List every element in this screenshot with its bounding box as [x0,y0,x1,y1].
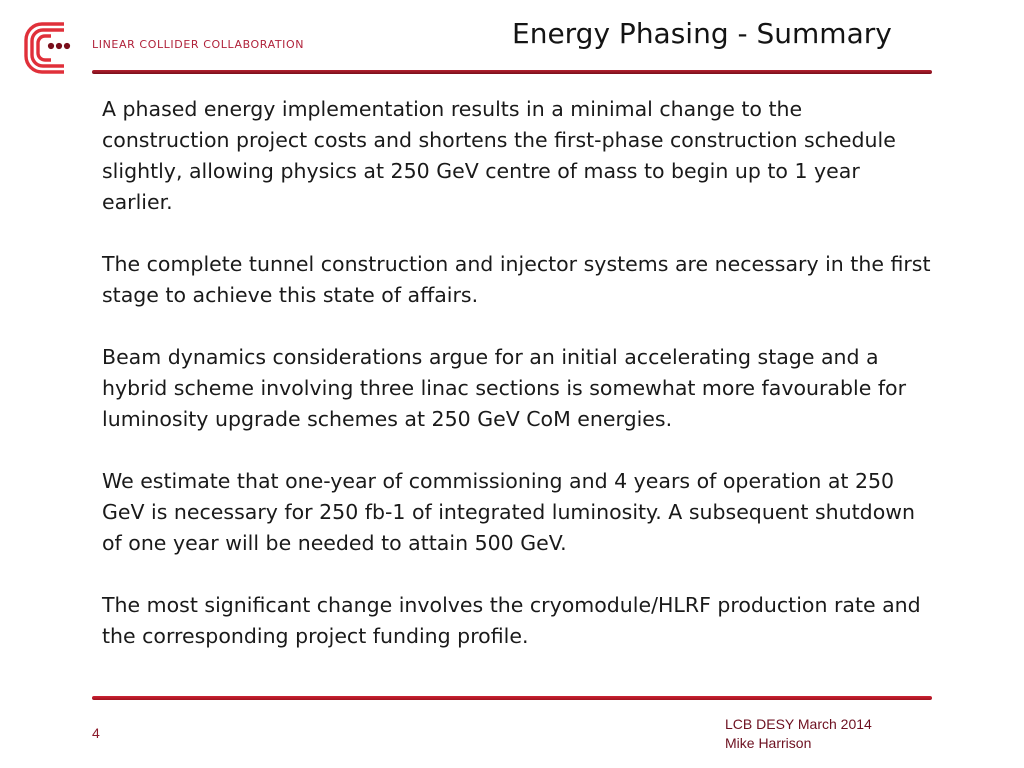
paragraph: Beam dynamics considerations argue for an initial accelerating stage and a hybrid scheme involving three linac sections is somewhat more favourable for luminosity upgrade schemes at 250 GeV CoM energies. [102,345,907,431]
page-number: 4 [92,725,100,741]
footer-divider [92,696,932,700]
header-divider [92,70,932,74]
slide-body [102,94,932,683]
footer-info [725,715,872,753]
lcc-logo-icon [20,18,80,78]
paragraph: The most significant change involves the cryomodule/HLRF production rate and the corresponding project funding profile. [102,593,921,648]
slide-title: Energy Phasing - Summary [512,17,892,50]
footer-author: Mike Harrison [725,735,812,751]
paragraph: The complete tunnel construction and injector systems are necessary in the first stage to achieve this state of affairs. [102,252,931,307]
paragraph: We estimate that one-year of commissioning and 4 years of operation at 250 GeV is necessary for 250 fb-1 of integrated luminosity. A subsequent shutdown of one year will be needed to attain 500 GeV. [102,469,915,555]
organization-name: LINEAR COLLIDER COLLABORATION [92,38,305,51]
paragraph: A phased energy implementation results in a minimal change to the construction project costs and shortens the first-phase construction schedule slightly, allowing physics at 250 GeV centre of mass to begin up to 1 year earlier. [102,97,896,214]
footer-event: LCB DESY March 2014 [725,716,872,732]
